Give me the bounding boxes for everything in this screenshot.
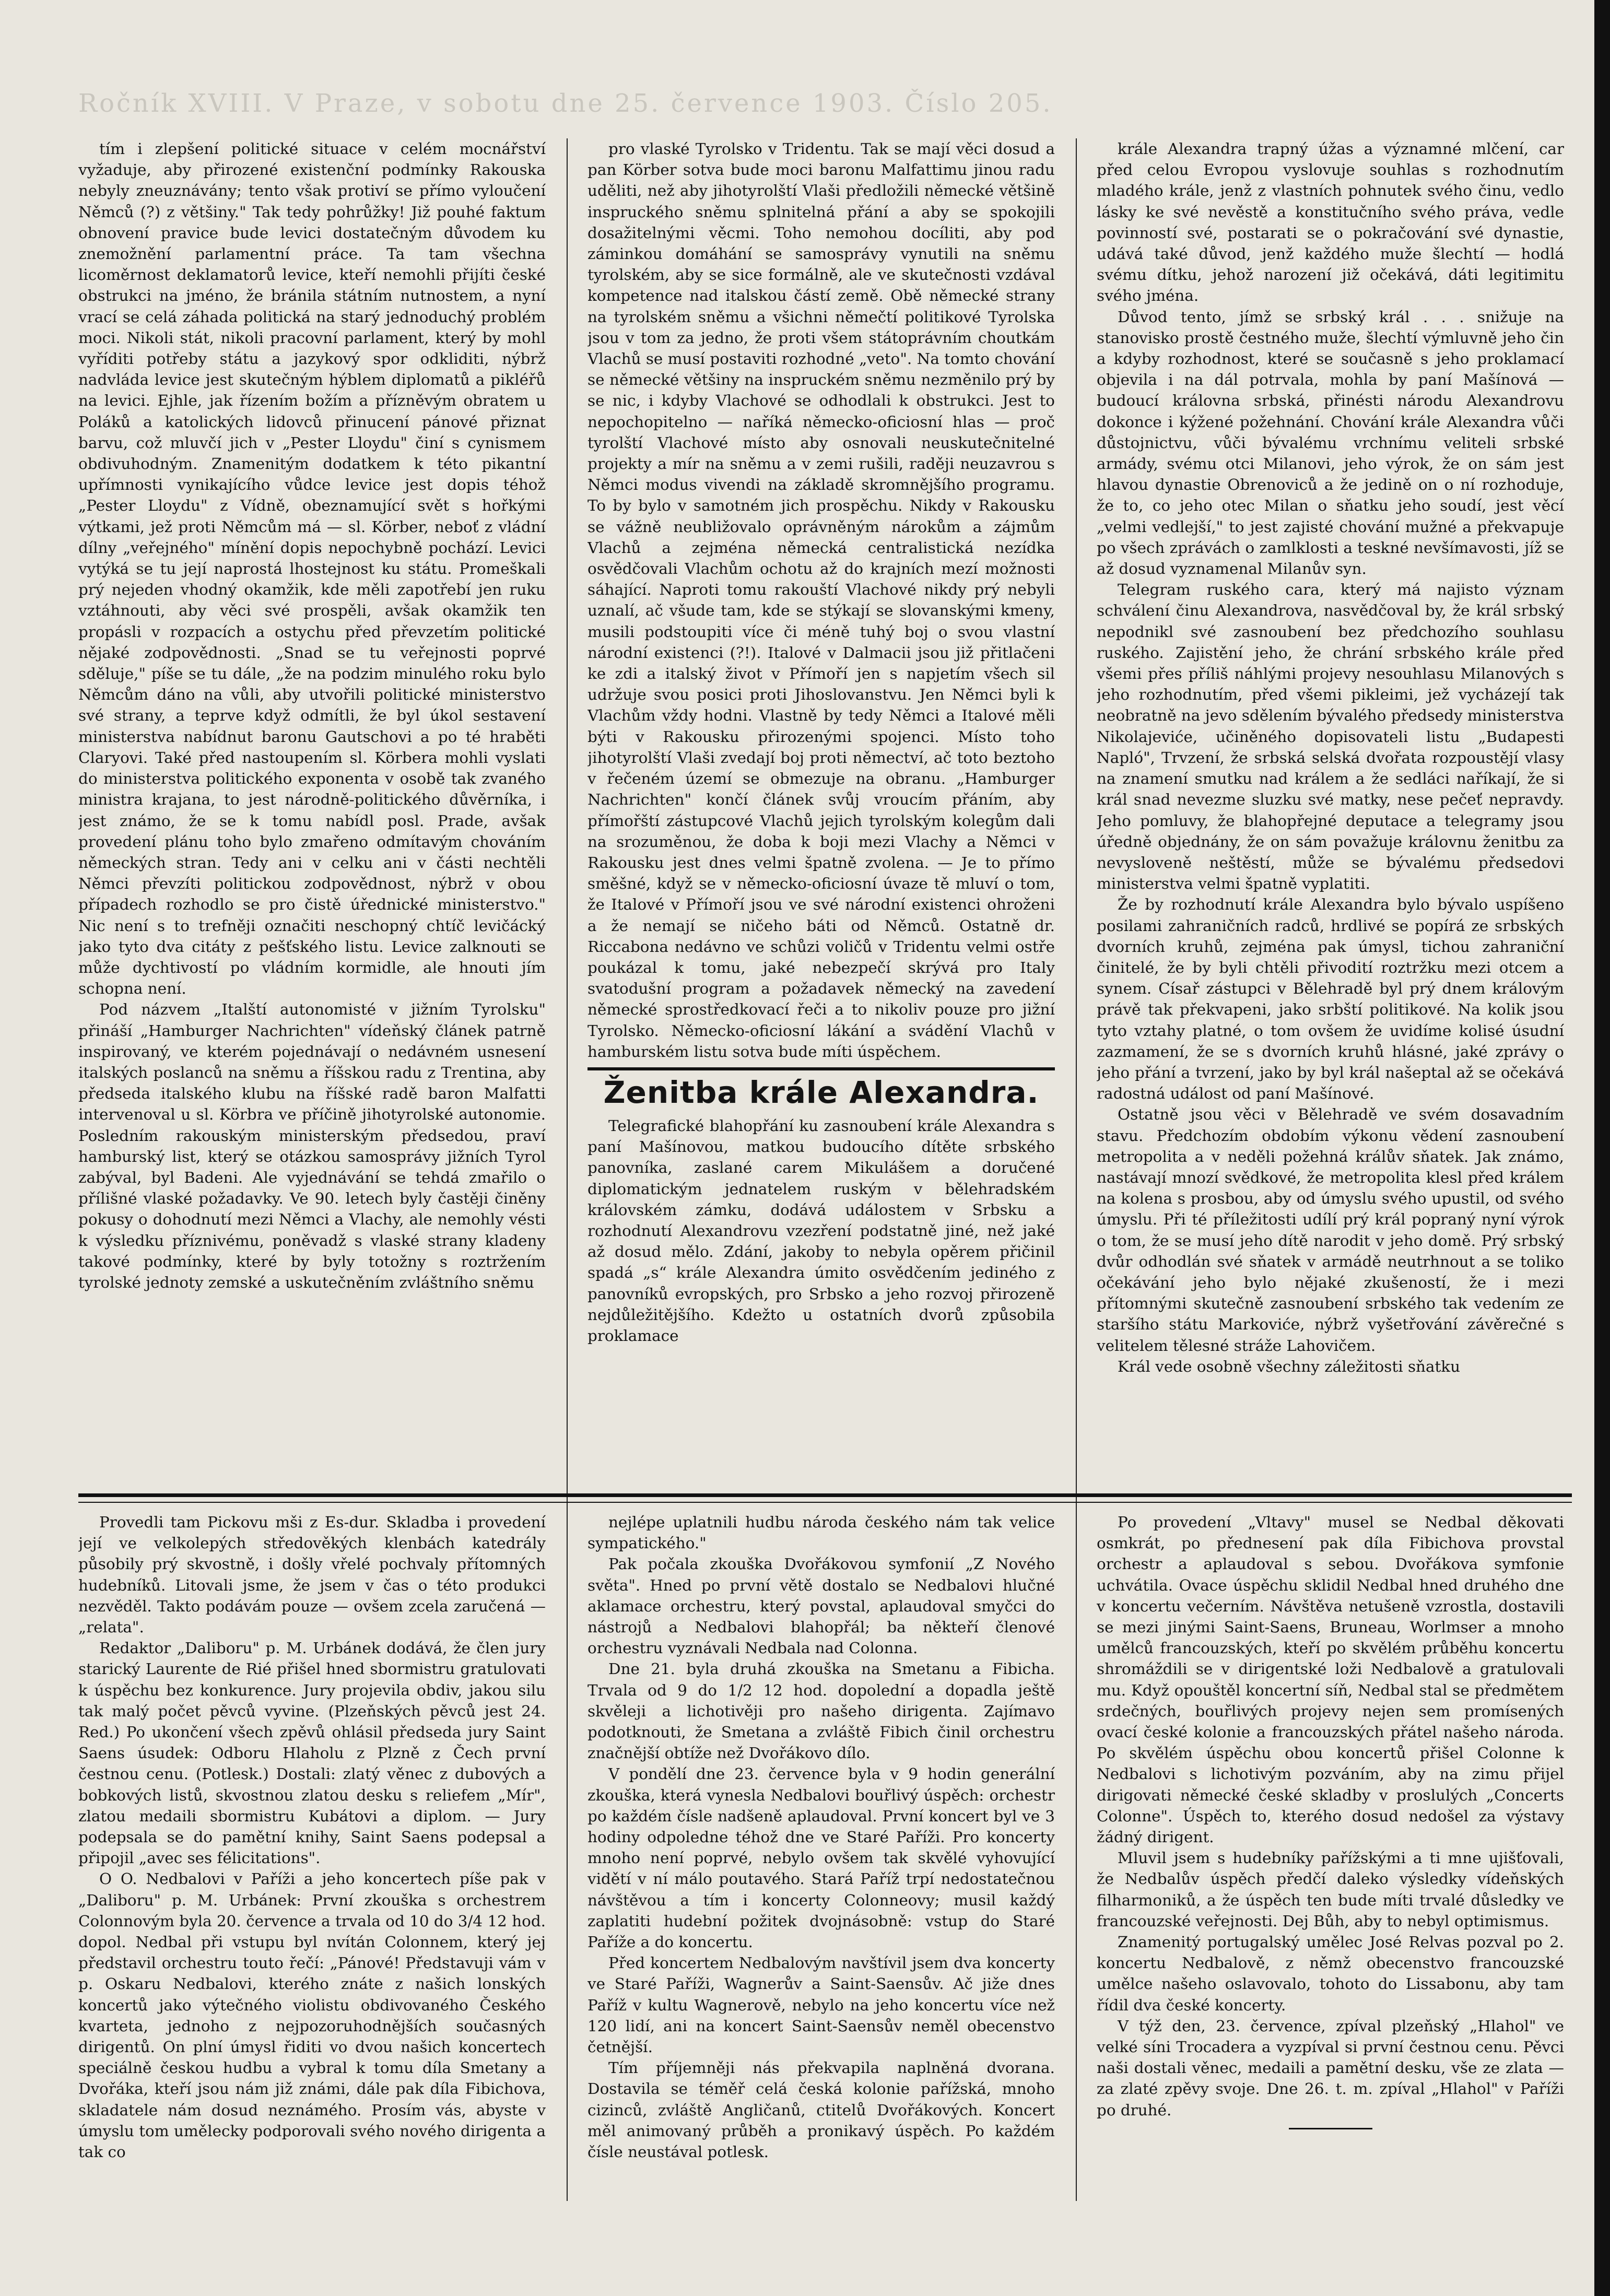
section-divider-thin: [78, 1502, 1572, 1503]
article-headline: Ženitba krále Alexandra.: [603, 1074, 1039, 1110]
paragraph: V týž den, 23. července, zpíval plzeňský „Hlahol" ve velké síni Trocadera a vyzpíval si první čestnou cenu. Pěvci naši dostali věnec, medaili a pamětní desku, vše ze zlata — za zlaté zpěvy svoje. Dne 26. t. m. zpíval „Hlahol" v Paříži po druhé.: [1097, 2017, 1564, 2119]
paragraph: Pod názvem „Italští autonomisté v jižním Tyrolsku" přináší „Hamburger Nachrichten" vídeňský článek patrně inspirovaný, ve kterém pojednávají o nedávném usnesení italských poslanců na sněmu a říšskou radu z Trentina, aby předseda italského klubu na říšské radě baron Malfatti intervenoval u sl. Körbra ve příčině jihotyrolské autonomie. Posledním rakouským ministerským předsedou, praví hamburský list, který se otázkou samosprávy jižních Tyrol zabýval, byl Badeni. Ale vyjednávání se tehdá zmařilo o přílišné vlaské požadavky. Ve 90. letech byly častěji činěny pokusy o dohodnutí mezi Němci a Vlachy, ale nemohly vésti k výsledku příznivému, poněvadž s vlaské strany kladeny takové podmínky, které by byly totožny s roztržením tyrolské jednoty zemské a uskutečněním zvláštního sněmu: [78, 1000, 546, 1291]
feuilleton-column-3: [1097, 1512, 1564, 2201]
paragraph: Tím příjemněji nás překvapila naplněná dvorana. Dostavila se téměř celá česká kolonie pařížská, mnoho cizinců, zvláště Angličanů, ctitelů Dvořákových. Koncert měl animovaný průběh a pronikavý úspěch. Po každém čísle neustával potlesk.: [587, 2059, 1055, 2161]
paragraph: Že by rozhodnutí krále Alexandra bylo bývalo uspíšeno posilami zahraničních radců, hrdlivé se popírá ze srbských dvorních kruhů, zejména pak úmysl, tichou zahraniční činitelé, že by byli chtěli přivodití roztržku mezi otcem a synem. Císař zástupci v Bělehradě byl prý dnem královým právě tak překvapeni, jako srbští politikové. Na kolik jsou tyto vztahy platné, o tom ovšem že uvidíme kolisé úsudní zazmamení, že se s dvorních kruhů hlásné, jaké zprávy o jeho přání a tvrzení, jako by byl král našeptal až se očekává radostná událost od paní Mašínové.: [1097, 896, 1564, 1103]
paragraph: Po provedení „Vltavy" musel se Nedbal děkovati osmkrát, po přednesení pak díla Fibichova provstal orchestr a aplaudoval s sebou. Dvořákova symfonie uchvátila. Ovace úspěchu sklidil Nedbal hned druhého dne v koncertu večerním. Návštěva netušeně vzrostla, dostavili se mezi jinými Saint-Saens, Bruneau, Worlmser a mnoho umělců francouzských, kteří po skvělém průběhu koncertu shromáždili se v dirigentské loži Nedbalově a gratulovali mu. Když opouštěl koncertní síň, Nedbal stal se předmětem srdečných, bouřlivých projevy nejen sem promísených ovací české kolonie a francouzských přátel našeho národa. Po skvělém úspěchu obou koncertů přišel Colonne k Nedbalovi s lichotivým pozváním, aby na zimu přijel dirigovati německé české skladby v proslulých „Concerts Colonne". Úspěch to, kterého dosud nedošel za výstavy žádný dirigent.: [1097, 1513, 1564, 1846]
paragraph: pro vlaské Tyrolsko v Tridentu. Tak se mají věci dosud a pan Körber sotva bude moci baronu Malfattimu jinou radu uděliti, než aby jihotyrolští Vlaši předložili německé většině inspruckého sněmu splnitelná přání a aby se spokojili dosažitelnými věcmi. Toho nemohou docíliti, aby pod záminkou domáhání se samosprávy vynutili na sněmu tyrolském, aby se sice formálně, ale ve skutečnosti vzdával kompetence nad italskou částí země. Obě německé strany na tyrolském sněmu a všichni němečtí politikové Tyrolska jsou v tom za jedno, že proti všem státoprávním choutkám Vlachů se musí postaviti rozhodné „veto". Na tomto chování se německé většiny na inspruckém sněmu nezměnilo prý by se nic, i kdyby Vlachové se odhodlali k obstrukci. Jest to nepochopitelno — naříká německo-oficiosní hlas — proč tyrolští Vlachové místo aby osnovali neuskutečnitelné projekty a mír na sněmu a v zemi rušili, raději neuzavrou s Němci modus vivendi na základě skromnějšího programu. To by bylo v samotném jich prospěchu. Nikdy v Rakousku se vážně neubližovalo oprávněným nárokům a zájmům Vlachů a zejména německá centralistická nezídka osvědčovali Vlachům ochotu až do krajních mezí možnosti sáhající. Naproti tomu rakouští Vlachové nikdy prý nebyli uznalí, ač všude tam, kde se stýkají se slovanskými kmeny, musili podstoupiti více či méně tuhý boj o svou vlastní národní existenci (?!). Italové v Dalmacii jsou již přitlačeni ke zdi a italský život v Přímoří jen s napjetím všech sil udržuje svou posici proti Jihoslovanstvu. Jen Němci byli k Vlachům vždy hodni. Vlastně by tedy Němci a Italové měli býti v Rakousku přirozenými spojenci. Místo toho jihotyrolští Vlaši zvedají boj proti němectví, ač toto beztoho v řečeném území se obmezuje na obranu. „Hamburger Nachrichten" končí článek svůj vroucím přáním, aby přímořští zástupcové Vlachů jejich tyrolským kolegům dali na srozuměnou, že doba k boji mezi Vlachy a Němci v Rakousku jest dnes velmi špatně zvolena. — Je to přímo směšné, když se v německo-oficiosní úvaze tě mluví o tom, že Italové v Přímoří jsou ve své národní existenci ohroženi a že nemají se ničeho báti od Němců. Ostatně dr. Riccabona nedávno ve schůzi voličů v Tridentu velmi ostře poukázal k tomu, jaké nebezpečí skrývá pro Italy svatodušní program a požadavek německý na zavedení německé sprostředkovací řeči a to nikoliv pouze pro jižní Tyrolsko. Německo-oficiosní lákání a svádění Vlachů v hamburském listu sotva bude míti úspěchem.: [587, 140, 1055, 1061]
paragraph: nejlépe uplatnili hudbu národa českého nám tak velice sympatického.": [587, 1513, 1055, 1552]
paragraph: V pondělí dne 23. července byla v 9 hodin generální zkouška, která vynesla Nedbalovi bouřlivý úspěch: orchestr po každém čísle nadšeně aplaudoval. První koncert byl ve 3 hodiny odpoledne téhož dne ve Staré Paříži. Pro koncerty mnoho není poprvé, nebylo ovšem tak skvělé vyhovující vidětí v ní málo poutavého. Stará Paříž trpí nedostatečnou návštěvou a tím i koncerty Colonneovy; musil každý zaplatiti hudební požitek dvojnásobně: vstup do Staré Paříže a do koncertu.: [587, 1765, 1055, 1951]
paragraph: tím i zlepšení politické situace v celém mocnářství vyžaduje, aby přirozené existenční podmínky Rakouska nebyly zneuznávány; tento však protiví se přímo vyloučení Němců (?) z většiny." Tak tedy pohrůžky! Již pouhé faktum obnovení pravice bude levici dostatečným důvodem ku znemožnění parlamentní práce. Ta tam všechna licoměrnost deklamatorů levice, kteří nemohli přijíti české obstrukci na jméno, že bránila státním nutnostem, a nyní vrací se celá záhada politická na starý jednoduchý problém moci. Nikoli stát, nikoli pracovní parlament, který by mohl vyříditi potřeby státu a jazykový spor odkliditi, nýbrž nadvláda levice jest skutečným hýblem diplomatů a pikléřů na levici. Ejhle, jak řízením božím a přízněvým obratem u Poláků a katolických lidovců přinucení pánové přiznat barvu, což mluvčí jich v „Pester Lloydu" činí s cynismem obdivuhodným. Znamenitým dodatkem k této pikantní upřímnosti vynikajícího vůdce levice jest dopis téhož „Pester Lloydu" z Vídně, obeznamující svět s hořkými výtkami, jež proti Němcům má — sl. Körber, neboť z vládní dílny „veřejného" mínění dopis nepochybně pochází. Levici vytýká se tu její naprostá lhostejnost ku státu. Promeškali prý nejeden vhodný okamžik, kde měli zapotřebí jen ruku vztáhnouti, aby věci své prospěli, avšak okamžik ten propásli v rozpacích a ostychu před převzetím politické nějaké zodpovědnosti. „Snad se tu veřejnosti poprvé sděluje," píše se tu dále, „že na podzim minulého roku bylo Němcům dáno na vůli, aby utvořili politické ministerstvo své strany, a teprve když odmítli, že byl úkol sestavení ministerstva nabídnut baronu Gautschovi a po té hraběti Claryovi. Také před nastoupením sl. Körbera mohli vyslati do ministerstva politického exponenta v osobě tak zvaného ministra krajana, to jest národně-politického důvěrníka, i jest známo, že se k tomu nabídl posl. Prade, avšak provedení plánu toho bylo zmařeno odmítavým chováním německých stran. Tedy ani v celku ani v části nechtěli Němci převzíti politickou zodpovědnost, nýbrž v obou případech rozhodlo se pro čistě úřednické ministerstvo." Nic není s to trefněji označiti neschopný chtíč levičácký jako tyto dva citáty z pešťského listu. Levice zalknouti se může dychtivostí po vládním kormidle, ale hnouti jím schopna není.: [78, 140, 546, 998]
section-divider: [78, 1493, 1572, 1497]
paragraph: Telegrafické blahopřání ku zasnoubení krále Alexandra s paní Mašínovou, matkou budoucího dítěte srbského panovníka, zaslané carem Mikulášem a doručené diplomatickým jednatelem ruským v bělehradském královském zámku, dodává událostem v Srbsku a rozhodnutí Alexandrovu vzezření podstatně jiné, než jaké až dosud mělo. Zdání, jakoby to nebyla opěrem přičinil spadá „s“ krále Alexandra úmito osvědčením jediného z panovníků evropských, pro Srbsko a jeho rozvoj přirozeně nejdůležitějšího. Kdežto u ostatních dvorů způsobila proklamace: [587, 1116, 1055, 1345]
paragraph: O O. Nedbalovi v Paříži a jeho koncertech píše pak v „Daliboru" p. M. Urbánek: První zkouška s orchestrem Colonnovým byla 20. července a trvala od 10 do 3/4 12 hod. dopol. Nedbal při vstupu byl nvítán Colonnem, který jej představil orchestru touto řečí: „Pánové! Představuji vám v p. Oskaru Nedbalovi, kterého znáte z našich lonských koncertů jako výtečného violistu obdivovaného Českého kvarteta, jednoho z nejpozoruhodnějších současných dirigentů. On plní úmysl řiditi vo dvou našich koncertech speciálně českou hudbu a vybral k tomu díla Smetany a Dvořáka, kteří jsou nám již známi, dále pak díla Fibichova, skladatele nám dosud neznámého. Prosím vás, abyste v úmyslu tom umělecky podporovali svého nového dirigenta a tak co: [78, 1870, 546, 2161]
column-1: [78, 138, 546, 1486]
paragraph: Provedli tam Pickovu mši z Es-dur. Skladba i provedení její ve velkolepých středověkých klenbách katedrály působily prý skvostně, i došly vřelé pochvaly přítomných hudebníků. Litovali jsme, že jsem v čas o této produkci nezvěděl. Takto podávám pouze — ovšem zcela zaručená — „relata".: [78, 1513, 546, 1636]
paragraph: Telegram ruského cara, který má najisto význam schválení činu Alexandrova, nasvědčoval by, že král srbský nepodnikl své zasnoubení bez předchozího souhlasu ruského. Zajistění jeho, že chrání srbského krále před všemi přes příliš náhlými projevy nesouhlasu Milanových s jeho rozhodnutím, před všemi pikleimi, jež vycházejí tak neobratně na jevo sdělením bývalého předsedy ministerstva Nikolajeviće, učiněného dopisovateli listu „Budapesti Napló", Trvzení, že srbská selská dvořata rozpoustějí vlasy na znamení smutku nad králem a že sedláci naříkají, že si král snad nevezme sluzku své matky, nese pečeť nepravdy. Jeho pomluvy, že blahopřejné deputace a telegramy jsou úředně objednány, že on sám považuje královnu ženitbu za nevysloveně neštěstí, může se bývalému předsedovi ministerstva velmi špatně vyplatiti.: [1097, 581, 1564, 893]
column-rule: [567, 138, 568, 2201]
feuilleton-column-1: [78, 1512, 546, 2201]
paragraph: Redaktor „Daliboru" p. M. Urbánek dodává, že člen jury starický Laurente de Rié přišel hned sbormistru gratulovati k úspěchu bez konkurence. Jury projevila obdiv, jakou silu tak malý počet pěvců vyvine. (Plzeňských pěvců jest 24. Red.) Po ukončení všech zpěvů ohlásil předseda jury Saint Saens úsudek: Odboru Hlaholu z Plzně z Čech první čestnou cenu. (Potlesk.) Dostali: zlatý věnec z dubových a bobkových listů, skvostnou zlatou desku s reliefem „Mír", zlatou medaili sbormistru Kubátovi a diplom. — Jury podepsala se do pamětní knihy, Saint Saens podepsal a připojil „avec ses félicitations".: [78, 1639, 546, 1867]
column-3: [1097, 138, 1564, 1486]
paragraph: Dne 21. byla druhá zkouška na Smetanu a Fibicha. Trvala od 9 do 1/2 12 hod. dopolední a dopadla ještě skvěleji a lichotivěji pro našeho dirigenta. Zajímavo podotknouti, že Smetana a zvláště Fibich činil orchestru značnější obtíže než Dvořákovo dílo.: [587, 1660, 1055, 1762]
paragraph: Důvod tento, jímž se srbský král . . . snižuje na stanovisko prostě čestného muže, šlechtí výmluvně jeho čin a kdyby rozhodnost, které se současně s jeho proklamací objevila i na dál potrvala, mohla by paní Mašínová — budoucí královna srbská, přinésti národu Alexandrovu dokonce i kýžené požehnání. Chování krále Alexandra vůči důstojnictvu, vůči bývalému vrchnímu veliteli srbské armády, svému otci Milanovi, jeho výrok, že on sám jest hlavou dynastie Obrenoviců a že jedině on o ní rozhoduje, že to, co jeho otec Milan o sňatku jeho soudí, jest věcí „velmi vedlejší," to jest zajisté chování mužné a překvapuje po všech zprávách o zamlklosti a teskné nevšímavosti, jíž se až dosud vyznamenal Milanův syn.: [1097, 308, 1564, 578]
paragraph: krále Alexandra trapný úžas a významné mlčení, car před celou Evropou vyslovuje souhlas s rozhodnutím mladého krále, jenž z vlastních pohnutek svého činu, vedlo lásky ke své nevěstě a konstitučního svého práva, vedle povinností své, postarati se o pokračování své dynastie, udává také důvod, jenž každého muže šlechtí — hodlá svému dítku, jehož narození již očekává, dáti legitimitu svého jména.: [1097, 140, 1564, 305]
column-rule: [1076, 138, 1077, 2201]
paragraph: Král vede osobně všechny záležitosti sňatku: [1118, 1357, 1461, 1375]
paragraph: Ostatně jsou věci v Bělehradě ve svém dosavadním stavu. Předchozím obdobím výkonu vědení zasnoubení metropolita a v neděli požehná králův sňatek. Jak známo, nastávají mnozí svědkové, že metropolita klesl před králem na kolena s prosbou, aby od úmyslu svého upustil, od svého úmyslu. Při té příležitosti udílí prý král popraný nyní výrok o tom, že se musí jeho dítě narodit v jeho domě. Prý srbský dvůr odhodlán své sňatek v armádě neutrhnout a se toliko očekávání jeho bylo nějaké zkušeností, že i mezi přítomnými skutečně zasnoubení srbského tak vedením ze staršího státu Markoviće, nýbrž vyšetřování závěrečné s velitelem tělesné stráže Lahovičem.: [1097, 1105, 1564, 1355]
paragraph: Znamenitý portugalský umělec José Relvas pozval po 2. koncertu Nedbalově, z němž obecenstvo francouzské umělce našeho oslavovalo, tohoto do Lissabonu, aby tam řídil dva české koncerty.: [1097, 1933, 1564, 2014]
article-separator: [587, 1067, 1055, 1070]
page-edge: [1594, 0, 1610, 2296]
end-rule: [1289, 2128, 1372, 2129]
paragraph: Pak počala zkouška Dvořákovou symfonií „Z Nového světa". Hned po první větě dostalo se Nedbalovi hlučné aklamace orchestru, který povstal, aplaudoval smyčci do nástrojů a Nedbalovi blahopřál; ba někteří členové orchestru vyznávali Nedbala nad Colonna.: [587, 1555, 1055, 1657]
feuilleton-column-2: [587, 1512, 1055, 2201]
paragraph: Mluvil jsem s hudebníky pařížskými a ti mne ujišťovali, že Nedbalův úspěch předčí daleko výsledky vídeňských filharmoniků, a že úspěch ten bude míti trvalé důsledky ve francouzské veřejnosti. Dej Bůh, aby to nebyl optimismus.: [1097, 1849, 1564, 1930]
paragraph: Před koncertem Nedbalovým navštívil jsem dva koncerty ve Staré Paříži, Wagnerův a Saint-Saensův. Ač jiže dnes Paříž v kultu Wagnerově, nebylo na jeho koncertu více než 120 lidí, ani na koncert Saint-Saensův neměl obecenstvo četnější.: [587, 1954, 1055, 2056]
newspaper-page: [78, 37, 1572, 2266]
column-2: [587, 138, 1055, 1486]
page-header: Ročník XVIII. V Praze, v sobotu dne 25. července 1903. Číslo 205.: [78, 89, 1053, 118]
